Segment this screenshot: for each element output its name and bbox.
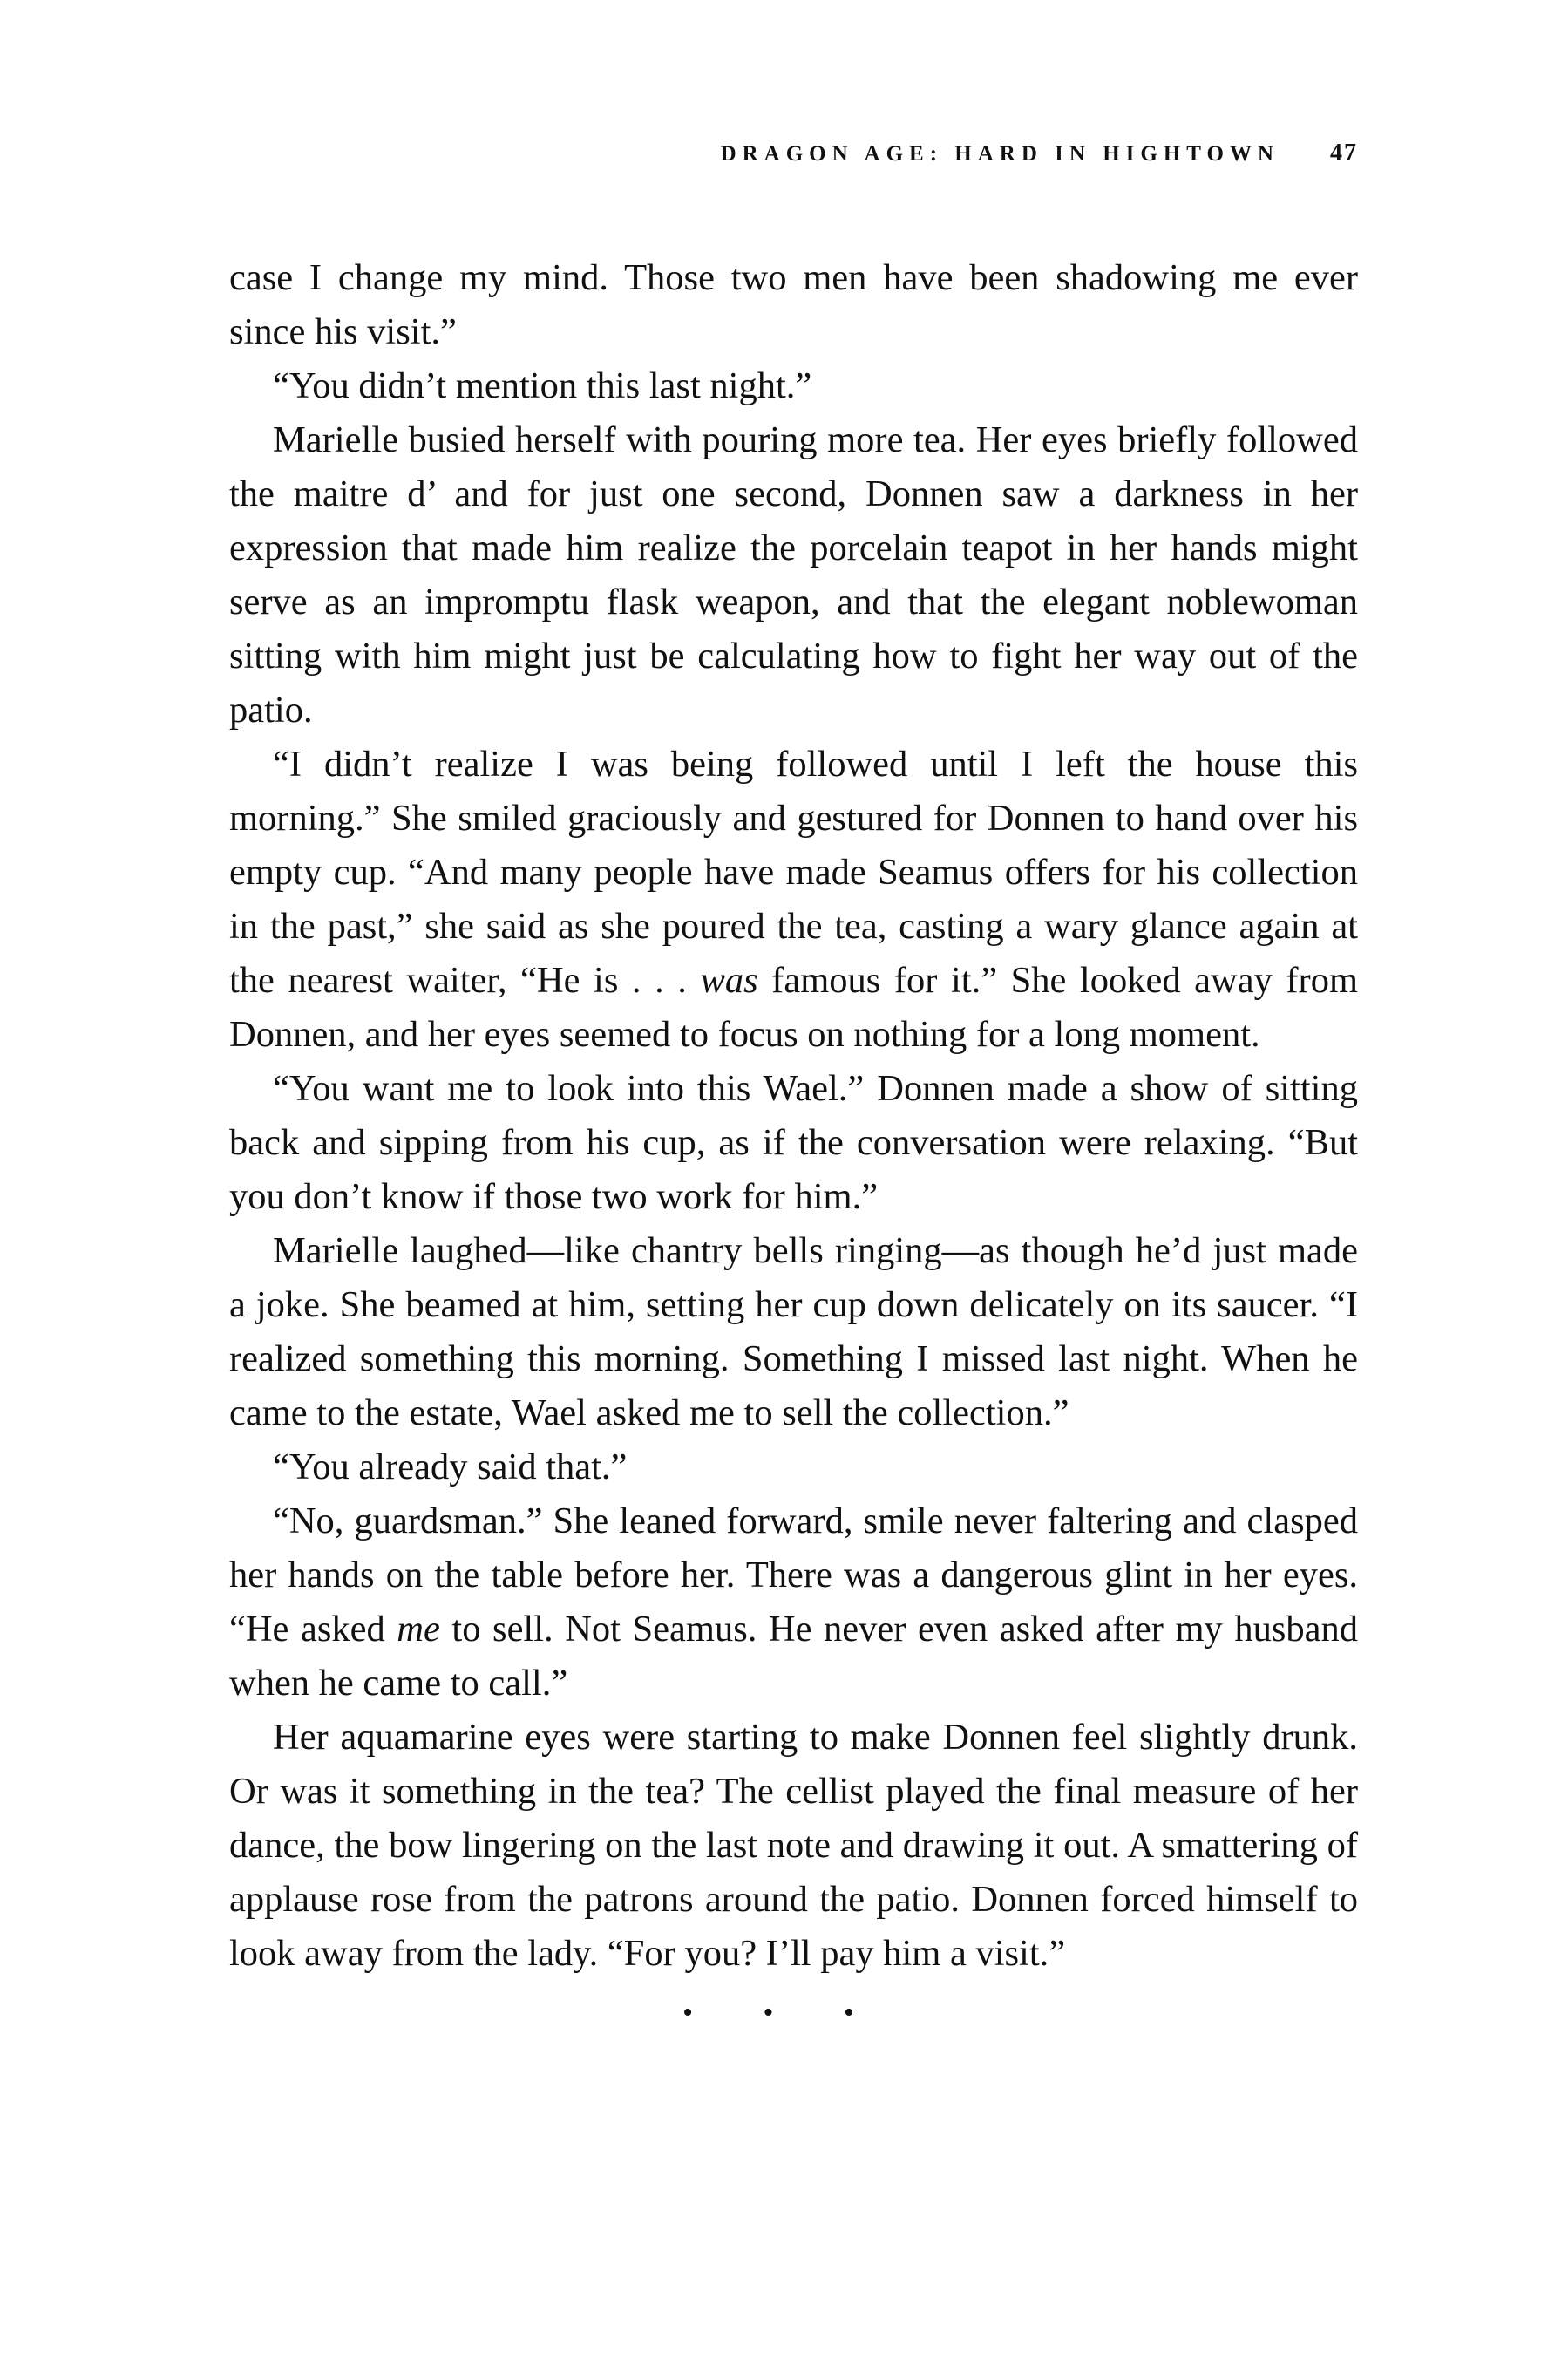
section-break-ornament: • • • [682,1997,886,2029]
paragraph: “You already said that.” [273,1446,628,1487]
paragraph-text: “He asked [229,1609,397,1650]
italic-text: was [700,960,758,1001]
paragraph [229,738,1358,1062]
paragraph: Marielle laughed—like chantry bells ringing—as though he’d just made a joke. She beamed at him, setting her cup down delicately on its saucer. “I realized something this morning. Something I missed last night. When he came to the estate, Wael asked me to sell the collection.” [229,1230,1358,1433]
paragraph: Marielle busied herself with pouring more tea. Her eyes briefly followed the maitre d’ and for just one second, Donnen saw a darkness in her expression that made him realize the porcelain teapot in her hands might serve as an impromptu flask weapon, and that the elegant noblewoman sitting with him might just be calculating how to fight her way out of the patio. [229,419,1358,731]
paragraph: “You want me to look into this Wael.” Donnen made a show of sitting back and sipping from his cup, as if the conversation were relaxing. “But you don’t know if those two work for him.” [229,1068,1358,1217]
paragraph: “You didn’t mention this last night.” [273,365,812,406]
paragraph [229,1494,1358,1711]
italic-text: me [397,1609,440,1650]
paragraph-text: famous for it.” She looked away from Donnen, and her eyes seemed to focus on nothing for a long moment. [229,960,1359,1055]
running-head [229,139,1358,167]
page-number: 47 [1330,139,1358,167]
book-title: DRAGON AGE: HARD IN HIGHTOWN [720,142,1280,166]
paragraph-text: to sell. Not Seamus. He never even asked after my husband when he came to call.” [229,1609,1358,1704]
paragraph: Her aquamarine eyes were starting to make Donnen feel slightly drunk. Or was it something in the tea? The cellist played the final measure of her dance, the bow lingering on the last note and drawing it out. A smattering of applause rose from the patrons around the patio. Donnen forced himself to look away from the lady. “For you? I’ll pay him a visit.” [229,1717,1358,1974]
paragraph-text: “No, guardsman.” She leaned forward, smile never faltering and clasped her hands on the table before her. There was a dangerous glint in her eyes. [229,1500,1358,1595]
body-text [229,251,1358,1981]
paragraph: case I change my mind. Those two men have been shadowing me ever since his visit.” [229,257,1358,352]
paragraph-text: “I didn’t realize I was being followed until I left the house this morning.” She smiled graciously and gestured for Donnen to hand over his empty cup. “And many people have made Seamus offers for his collection in the past,” she said as she poured the tea, casting a wary glance again at the nearest waiter, “He is . . . [229,744,1358,1001]
